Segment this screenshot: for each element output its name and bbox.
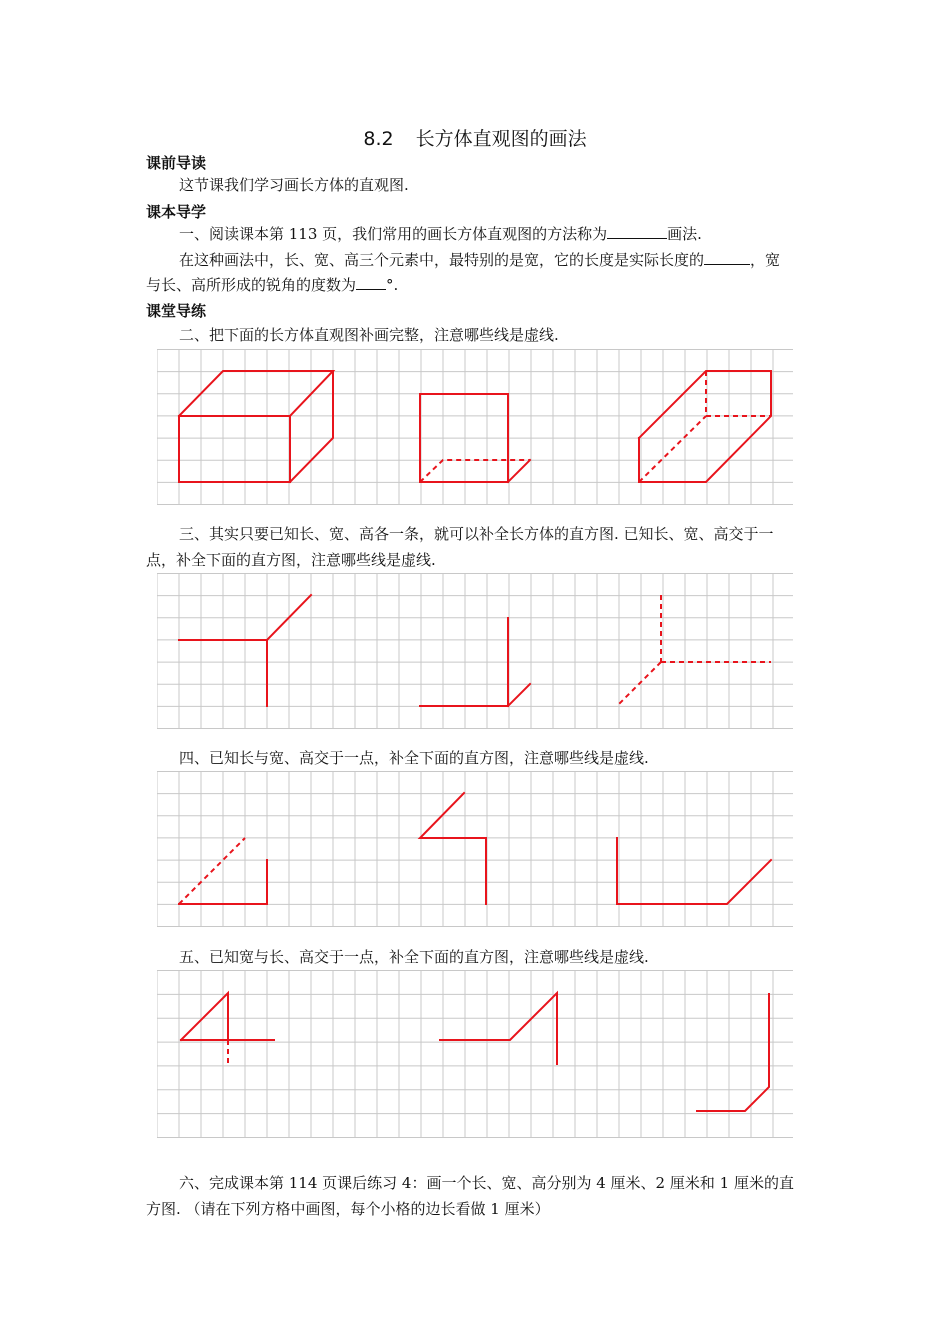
pre-reading-text: 这节课我们学习画长方体的直观图. (179, 176, 409, 194)
grid-q5 (157, 970, 793, 1138)
title-number: 8.2 (363, 128, 394, 150)
q1-blank-angle[interactable] (356, 275, 386, 290)
page-title (0, 124, 950, 151)
length-figure-2 (420, 793, 486, 904)
width-figure-1 (181, 993, 274, 1064)
question-5-text: 五、已知宽与长、高交于一点，补全下面的直方图，注意哪些线是虚线. (179, 948, 649, 966)
cuboid-figure-1 (179, 371, 333, 482)
q1-line3a: 与长、高所形成的锐角的度数为 (146, 276, 357, 294)
q1-part2: 画法. (667, 225, 702, 243)
width-figure-3 (697, 994, 769, 1111)
length-figure-3 (617, 838, 771, 904)
question-3-line1: 三、其实只要已知长、宽、高各一条，就可以补全长方体的直方图. 已知长、宽、高交于一 (179, 525, 774, 543)
section-book-guide: 课本导学 (146, 203, 207, 221)
q1-line3b: °. (386, 276, 399, 294)
q1-blank-method[interactable] (607, 224, 667, 239)
question-3-line2: 点，补全下面的直方图，注意哪些线是虚线. (146, 551, 436, 569)
question-6-line2: 方图. （请在下列方格中画图，每个小格的边长看做 1 厘米） (146, 1200, 550, 1218)
vertex-figure-3 (617, 595, 771, 706)
grid-q3 (157, 573, 793, 729)
question-1-line2 (146, 248, 808, 273)
q1-line2b: ，宽 (750, 251, 781, 269)
question-1-line3 (146, 273, 808, 298)
grid-q2 (157, 349, 793, 505)
grid-q4 (157, 771, 793, 927)
q1-line2a: 在这种画法中，长、宽、高三个元素中，最特别的是宽，它的长度是实际长度的 (179, 251, 705, 269)
section-class-practice: 课堂导练 (146, 302, 207, 320)
question-1-line1 (146, 222, 808, 247)
section-pre-reading: 课前导读 (146, 154, 207, 172)
q1-part1: 一、阅读课本第 113 页，我们常用的画长方体直观图的方法称为 (179, 225, 608, 243)
width-figure-2 (440, 993, 557, 1064)
q1-blank-ratio[interactable] (704, 250, 750, 265)
question-6-line1: 六、完成课本第 114 页课后练习 4：画一个长、宽、高分别为 4 厘米、2 厘米和 1 厘米的直 (179, 1174, 794, 1192)
title-text: 长方体直观图的画法 (415, 128, 587, 150)
question-2-text: 二、把下面的长方体直观图补画完整，注意哪些线是虚线. (179, 326, 559, 344)
question-4-text: 四、已知长与宽、高交于一点，补全下面的直方图，注意哪些线是虚线. (179, 749, 649, 767)
